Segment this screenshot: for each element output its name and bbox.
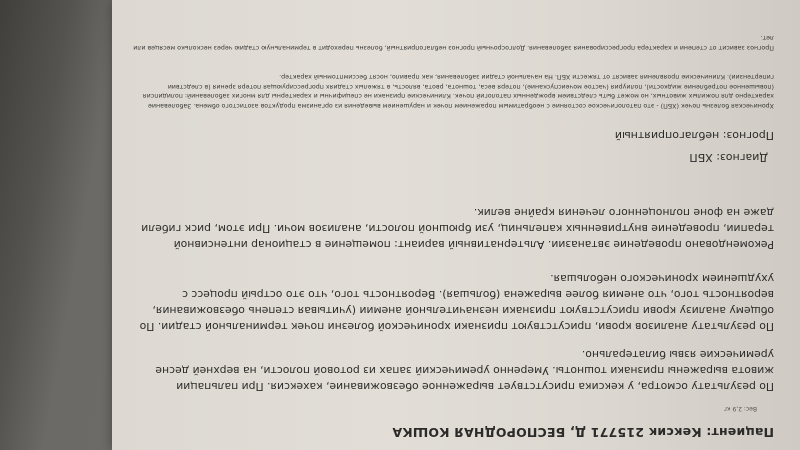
patient-weight: Вес: 2,9 кг xyxy=(723,405,757,412)
exam-paragraph: По результату осмотра, у кексика присутствует выраженное обезвоживание, кахексия. При пальпации живота выражены признаки тошноты. Умеренно уремический запах из ротовой полости, на верхней десне уремические язвы билатерально. xyxy=(155,348,774,393)
recommendation-paragraph: Рекомендовано проведение эвтаназии. Альтернативный вариант: помещение в стационар интенсивной терапии, проведение внутривенных капельниц, узи брюшной полости, анализов мочи. При этом, риск гибели даже на фоне полноценного лечения крайне велик. xyxy=(141,206,774,251)
patient-title: Пациент: Кексик 215771 Д, БЕСПОРОДНАЯ КОШКА xyxy=(392,425,774,440)
analysis-paragraph: По результату анализов крови, присутствуют признаки хронической болезни почек терминальной стадии. По общему анализу крови присутствуют признаки незначительной анемии (учитывая степень обезвоживания, вероятность того, что анемия более выражена (большая). Вероятность того, что это острый процесс с ухудшением хронического небольшая. xyxy=(139,272,774,333)
prognosis-note: Прогноз зависит от степени и характера прогрессирования заболевания. Долгосрочный прогноз неблагоприятный, болезнь переходит в терминальную стадию через несколько месяцев или лет. xyxy=(133,34,774,51)
prognosis: Прогноз: неблагоприятный xyxy=(614,129,774,142)
definition-paragraph: Хроническая болезнь почек (ХБП) - это патологическое состояние с необратимым поражением почек и нарушением выведения из организма продуктов азотистого обмена. Заболевание характерно для пожилых животных, но может быть следствием врожденных патологий почек. Клинические признаки не специфичны и характерны для многих заболеваний: полидипсия (повышенное потребление жидкости), полиурия (частое мочеиспускание), потеря веса, тошнота, рвота, вялость, в тяжелых стадиях прогрессирующая потеря зрения (в следствии гипертензии). Клинические проявления зависят от тяжести ХБП. На начальной стадии заболевания, как правило, носят бессимптомный характер. xyxy=(142,73,774,109)
diagnosis: Диагноз: ХБП xyxy=(689,151,768,164)
document-sheet xyxy=(112,0,800,450)
